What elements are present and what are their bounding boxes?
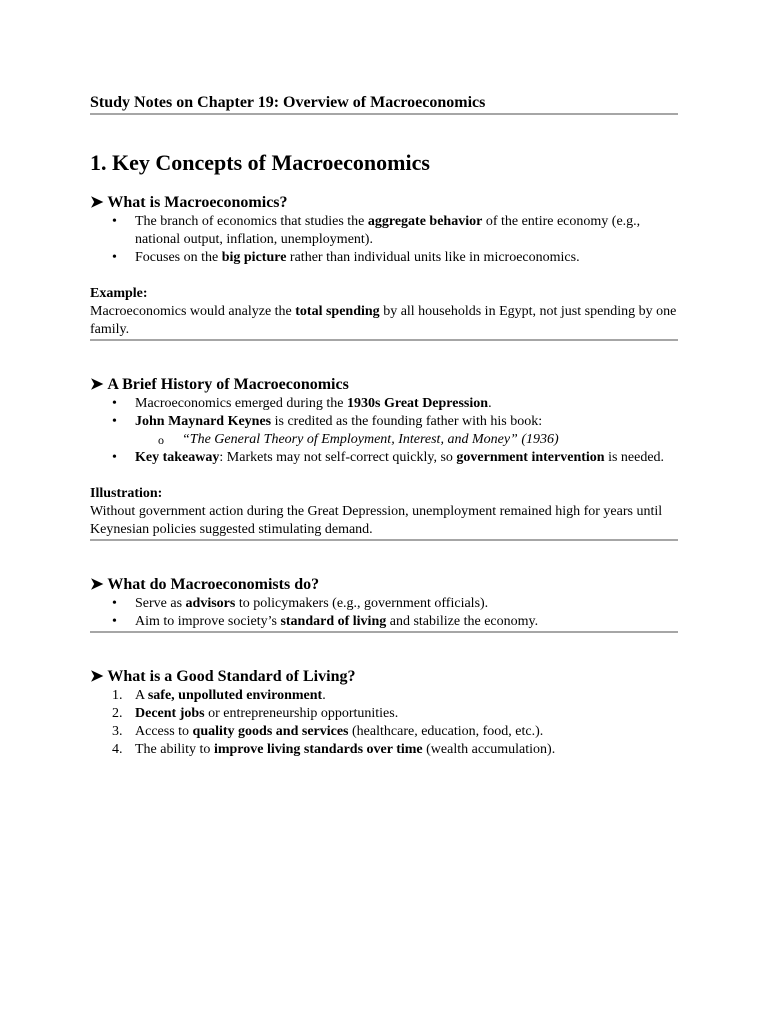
bullet-list [90,395,678,467]
list-item: 4. The ability to improve living standards over time (wealth accumulation). [112,742,556,757]
list-item: • Key takeaway: Markets may not self-correct quickly, so government intervention is needed. [112,450,665,465]
bullet-list [90,213,678,267]
bullet-list [90,595,678,631]
list-item: • John Maynard Keynes is credited as the founding father with his book: [112,414,543,429]
example-label: Example: [90,286,148,301]
divider [90,539,678,541]
illustration-label: Illustration: [90,486,163,501]
bullet-icon: • [112,614,117,629]
subsection-heading-good-standard: ➤ What is a Good Standard of Living? [90,668,356,685]
list-item: • Aim to improve society’s standard of living and stabilize the economy. [112,614,539,629]
list-item: • Serve as advisors to policymakers (e.g., government officials). [112,596,489,611]
numbered-list [90,687,678,759]
bullet-icon: • [112,414,117,429]
list-item: • The branch of economics that studies the aggregate behavior of the entire economy (e.g., national output, inflation, unemployment). [112,214,641,247]
document-title: Study Notes on Chapter 19: Overview of Macroeconomics [90,94,486,111]
arrow-icon: ➤ [90,576,104,593]
bullet-icon: • [112,396,117,411]
list-item: 1. A safe, unpolluted environment. [112,688,326,703]
sub-list-item [90,431,678,449]
bullet-icon: • [112,450,117,465]
section-heading: 1. Key Concepts of Macroeconomics [90,150,430,175]
circle-bullet-icon: o [158,433,164,447]
divider [90,631,678,633]
subsection-heading-history: ➤ A Brief History of Macroeconomics [90,376,349,393]
arrow-icon: ➤ [90,376,104,393]
list-item: 3. Access to quality goods and services (healthcare, education, food, etc.). [112,724,544,739]
list-item: • Macroeconomics emerged during the 1930s Great Depression. [112,396,492,411]
illustration-text: Without government action during the Great Depression, unemployment remained high for years until Keynesian policies suggested stimulating demand. [90,504,663,537]
list-item: 2. Decent jobs or entrepreneurship opportunities. [112,706,399,721]
bullet-icon: • [112,250,117,265]
subsection-heading-what-is: ➤ What is Macroeconomics? [90,194,288,211]
arrow-icon: ➤ [90,668,104,685]
book-title: “The General Theory of Employment, Interest, and Money” (1936) [182,432,559,447]
divider [90,339,678,341]
subsection-heading-what-do: ➤ What do Macroeconomists do? [90,576,320,593]
bullet-icon: • [112,596,117,611]
example-text: Macroeconomics would analyze the total spending by all households in Egypt, not just spending by one family. [90,304,677,337]
arrow-icon: ➤ [90,194,104,211]
list-item: • Focuses on the big picture rather than individual units like in microeconomics. [112,250,580,265]
divider [90,113,678,115]
bullet-icon: • [112,214,117,229]
